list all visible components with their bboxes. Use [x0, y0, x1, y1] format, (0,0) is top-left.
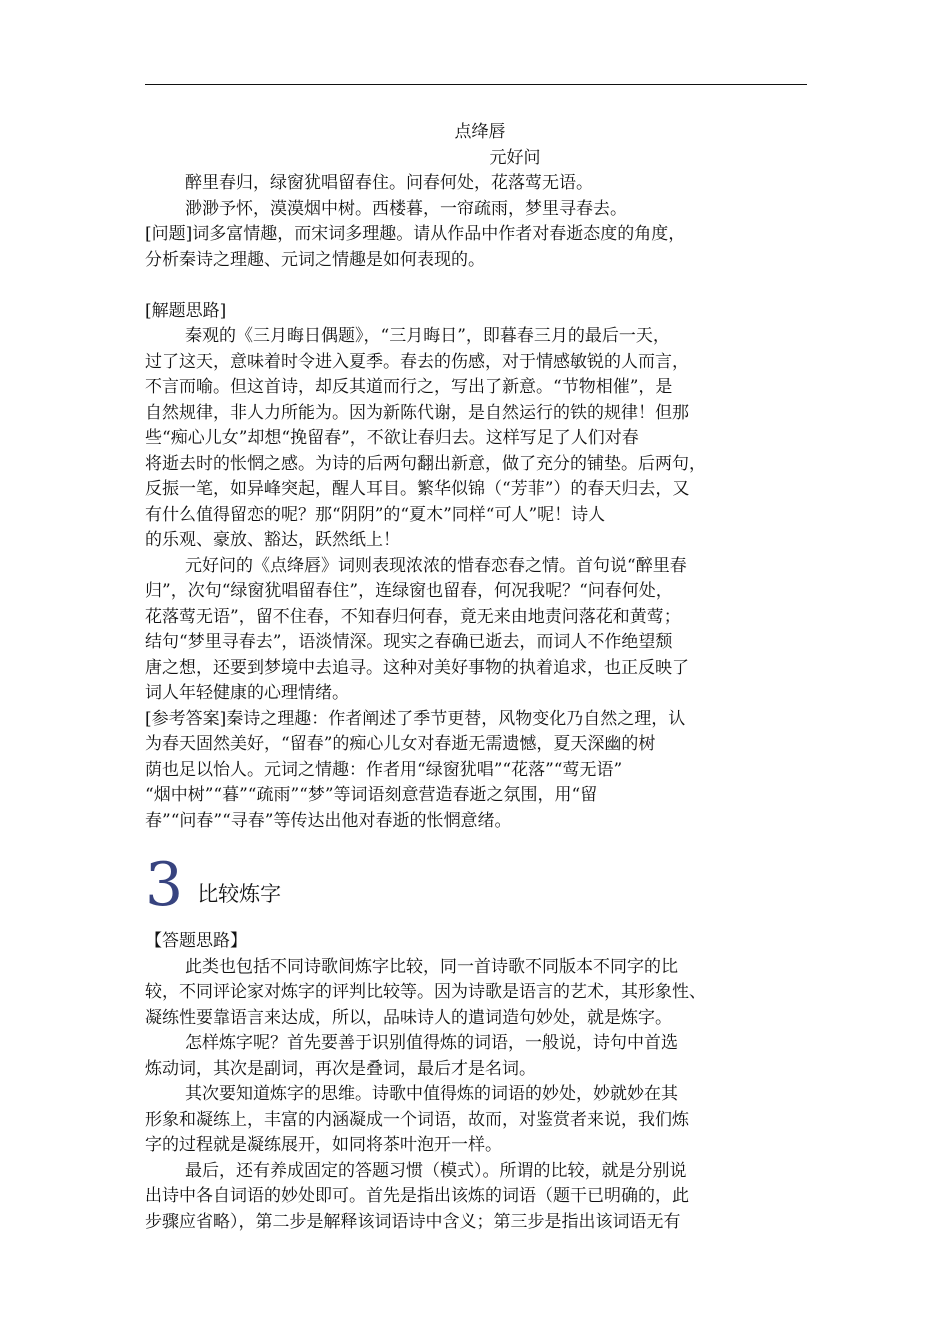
analysis-line: 过了这天，意味着时令进入夏季。春去的伤感，对于情感敏锐的人而言，	[145, 351, 689, 372]
poem-author: 元好问	[489, 147, 541, 168]
question-line: [问题]词多富情趣，而宋词多理趣。请从作品中作者对春逝态度的角度，	[145, 224, 686, 244]
tips-line: 其次要知道炼字的思维。诗歌中值得炼的词语的妙处，妙就妙在其	[185, 1084, 678, 1104]
tips-line: 形象和凝练上，丰富的内涵凝成一个词语，故而，对鉴赏者来说，我们炼	[145, 1109, 689, 1130]
answer-line: “烟中树”“暮”“疏雨”“梦”等词语刻意营造春逝之氛围，用“留	[145, 785, 598, 805]
analysis-line: 归”，次句“绿窗犹唱留春住”，连绿窗也留春，何况我呢？“问春何处，	[145, 581, 673, 601]
analysis-line: 结句“梦里寻春去”，语淡情深。现实之春确已逝去，而词人不作绝望颓	[145, 632, 673, 652]
tips-line: 凝练性要靠语言来达成，所以，品味诗人的遣词造句妙处，就是炼字。	[145, 1007, 672, 1028]
tips-line: 字的过程就是凝练展开，如同将茶叶泡开一样。	[145, 1135, 502, 1155]
spacer	[145, 273, 815, 299]
poem-line: 醉里春归，绿窗犹唱留春住。问春何处，花落莺无语。	[185, 173, 593, 193]
analysis-line: 些“痴心儿女”却想“挽留春”，不欲让春归去。这样写足了人们对春	[145, 428, 639, 448]
analysis-line: 反振一笔，如异峰突起，醒人耳目。繁华似锦（“芳菲”）的春天归去，又	[145, 479, 690, 499]
answer-line: 春”“问春”“寻春”等传达出他对春逝的怅惘意绪。	[145, 810, 512, 831]
header-rule	[145, 84, 807, 85]
section-heading	[145, 840, 815, 920]
question-line: 分析秦诗之理趣、元词之情趣是如何表现的。	[145, 249, 485, 270]
analysis-line: 的乐观、豪放、豁达，跃然纸上！	[145, 530, 400, 550]
analysis-line: 将逝去时的怅惘之感。为诗的后两句翻出新意，做了充分的铺垫。后两句，	[145, 453, 706, 474]
analysis-line: 词人年轻健康的心理情绪。	[145, 683, 349, 703]
tips-heading: 【答题思路】	[145, 931, 247, 951]
analysis-line: 不言而喻。但这首诗，却反其道而行之，写出了新意。“节物相催”，是	[145, 377, 673, 397]
tips-line: 步骤应省略），第二步是解释该词语诗中含义；第三步是指出该词语无有	[145, 1211, 681, 1232]
analysis-line: 秦观的《三月晦日偶题》，“三月晦日”，即暮春三月的最后一天，	[185, 326, 670, 346]
analysis-line: 花落莺无语”，留不住春，不知春归何春，竟无来由地责问落花和黄莺；	[145, 606, 681, 627]
tips-line: 最后，还有养成固定的答题习惯（模式）。所谓的比较，就是分别说	[185, 1160, 687, 1181]
analysis-line: 有什么值得留恋的呢？那“阴阴”的“夏木”同样“可人”呢！诗人	[145, 504, 606, 525]
section-number: 3	[145, 850, 184, 920]
answer-line: 荫也足以怡人。元词之情趣：作者用“绿窗犹唱”“花落”“莺无语”	[145, 759, 623, 780]
tips-line: 怎样炼字呢？首先要善于识别值得炼的词语，一般说，诗句中首选	[185, 1033, 678, 1053]
answer-line: 为春天固然美好，“留春”的痴心儿女对春逝无需遗憾，夏天深幽的树	[145, 734, 656, 754]
analysis-line: 自然规律，非人力所能为。因为新陈代谢，是自然运行的铁的规律！但那	[145, 402, 689, 423]
tips-line: 出诗中各自词语的妙处即可。首先是指出该炼的词语（题干已明确的，此	[145, 1186, 689, 1206]
analysis-line: 唐之想，还要到梦境中去追寻。这种对美好事物的执着追求，也正反映了	[145, 657, 689, 678]
analysis-heading: [解题思路]	[145, 300, 227, 321]
tips-line: 较，不同评论家对炼字的评判比较等。因为诗歌是语言的艺术，其形象性、	[145, 982, 706, 1002]
tips-line: 此类也包括不同诗歌间炼字比较，同一首诗歌不同版本不同字的比	[185, 956, 678, 977]
tips-line: 炼动词，其次是副词，再次是叠词，最后才是名词。	[145, 1058, 536, 1079]
section-title: 比较炼字	[197, 882, 282, 906]
poem-title: 点绛唇	[454, 122, 506, 142]
document-body	[145, 120, 815, 1235]
analysis-line: 元好问的《点绛唇》词则表现浓浓的惜春恋春之情。首句说“醉里春	[185, 555, 687, 576]
poem-line: 渺渺予怀，漠漠烟中树。西楼暮，一帘疏雨，梦里寻春去。	[185, 198, 627, 219]
answer-line: [参考答案]秦诗之理趣：作者阐述了季节更替，风物变化乃自然之理，认	[145, 708, 686, 729]
